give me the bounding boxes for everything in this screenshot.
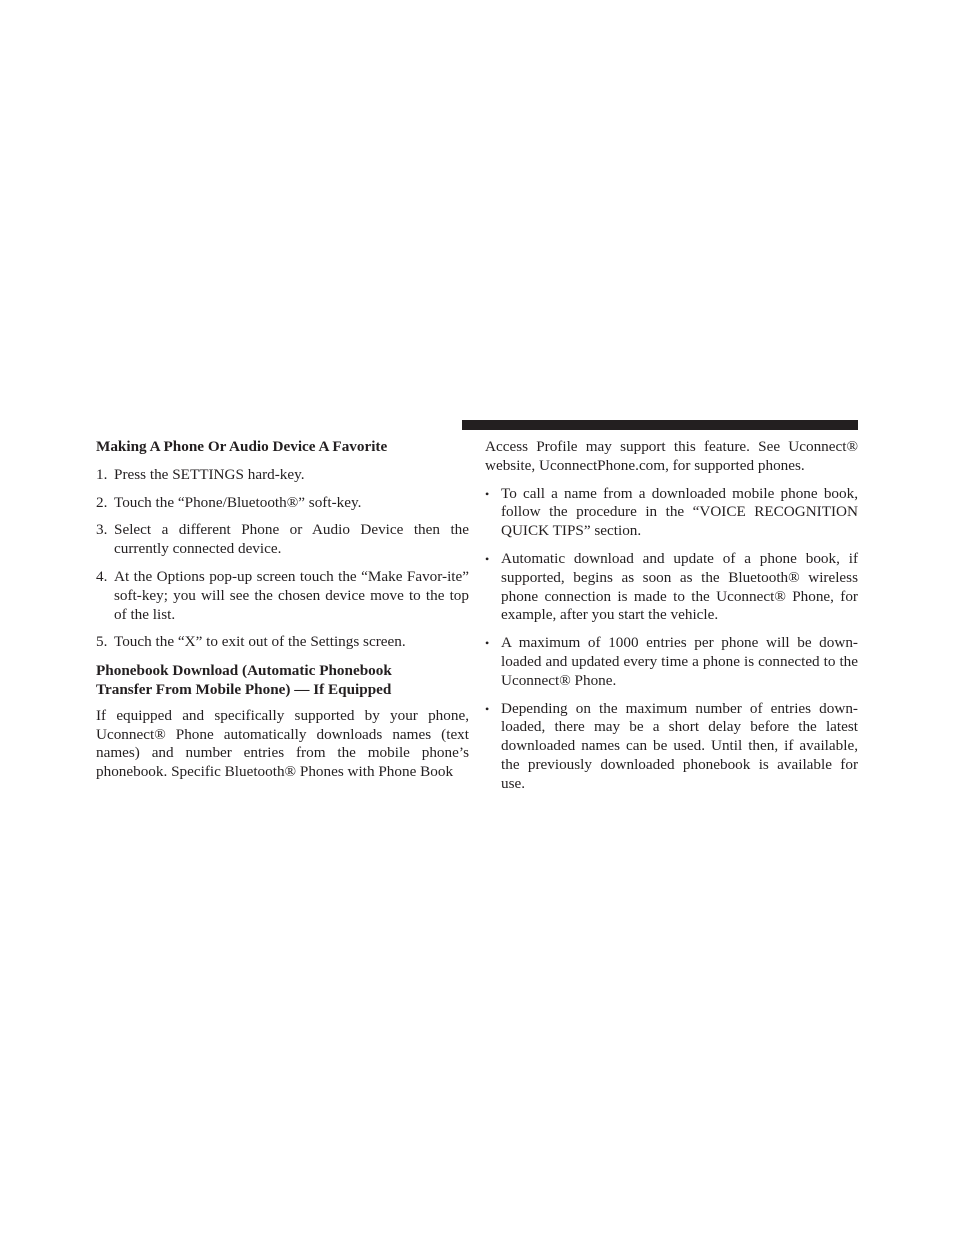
list-item: 3. Select a different Phone or Audio Device then the currently connected device.: [96, 521, 469, 558]
list-item: • Automatic download and update of a phone book, if supported, begins as soon as the Bluetooth® wireless phone connection is made to the Uconnect® Phone, for example, after you start the vehicle.: [485, 549, 858, 624]
phonebook-paragraph: If equipped and specifically supported by your phone, Uconnect® Phone automatically downloads names (text names) and number entries from the mobile phone’s phonebook. Specific Bluetooth® Phones with Phone Book: [96, 706, 469, 781]
phonebook-bullet-list: [485, 485, 858, 794]
right-column: [485, 438, 858, 803]
section-heading-phonebook: Phonebook Download (Automatic Phonebook Transfer From Mobile Phone) — If Equipped: [96, 662, 392, 698]
favorite-steps-list: [96, 466, 469, 652]
bullet-icon: •: [485, 636, 490, 651]
section-heading-favorite: Making A Phone Or Audio Device A Favorite: [96, 438, 388, 455]
continued-paragraph: Access Profile may support this feature. See Uconnect® website, UconnectPhone.com, for supported phones.: [485, 438, 858, 474]
list-item: • Depending on the maximum number of entries down-loaded, there may be a short delay before the latest downloaded names can be used. Until then, if available, the previously downloaded phonebook is available for use.: [485, 699, 858, 792]
left-column: [96, 438, 469, 782]
list-item: 5. Touch the “X” to exit out of the Settings screen.: [96, 633, 406, 651]
bullet-icon: •: [485, 551, 490, 566]
list-item: 1. Press the SETTINGS hard-key.: [96, 465, 305, 483]
bullet-icon: •: [485, 701, 490, 716]
list-item: 2. Touch the “Phone/Bluetooth®” soft-key.: [96, 493, 362, 511]
bullet-icon: •: [485, 486, 490, 501]
section-header-bar: [462, 420, 858, 430]
list-item: • A maximum of 1000 entries per phone will be down-loaded and updated every time a phone is connected to the Uconnect® Phone.: [485, 634, 858, 689]
list-item: • To call a name from a downloaded mobile phone book, follow the procedure in the “VOICE RECOGNITION QUICK TIPS” section.: [485, 484, 858, 540]
list-item: 4. At the Options pop-up screen touch the “Make Favor-ite” soft-key; you will see the chosen device move to the top of the list.: [96, 567, 469, 623]
